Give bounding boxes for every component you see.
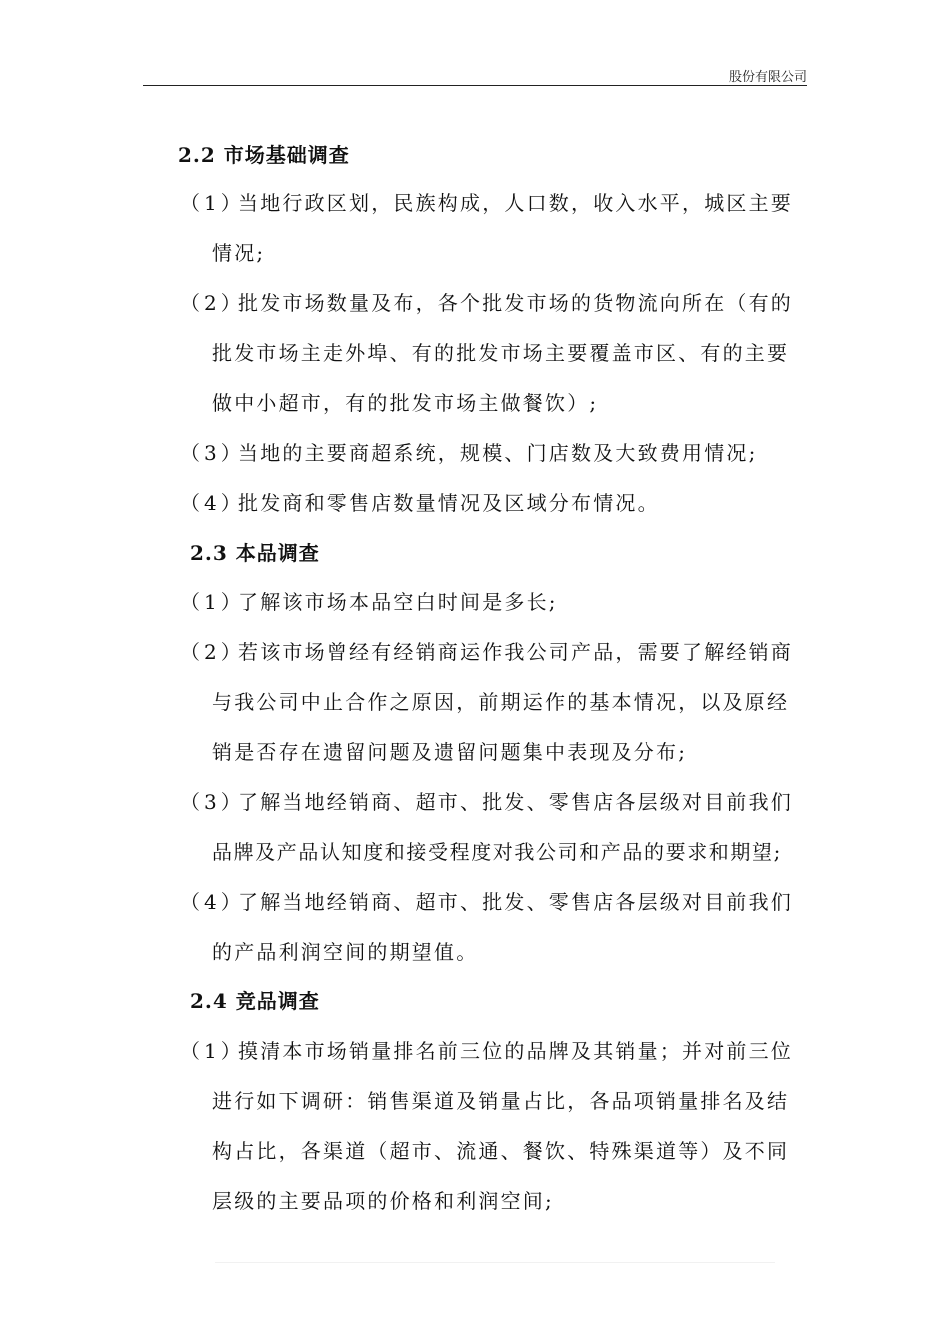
- item-text-continued: 与我公司中止合作之原因，前期运作的基本情况，以及原经: [212, 690, 790, 714]
- list-item: [180, 187, 793, 216]
- list-item: [180, 487, 660, 516]
- item-text-continued: 做中小超市，有的批发市场主做餐饮）;: [212, 391, 599, 415]
- item-text: 了解当地经销商、超市、批发、零售店各层级对目前我们: [238, 890, 793, 914]
- list-item: [180, 586, 558, 615]
- section-heading-2-3: 2.3 本品调查: [190, 541, 320, 565]
- item-text-continued: 层级的主要品项的价格和利润空间;: [212, 1189, 554, 1213]
- list-item: [180, 636, 793, 665]
- item-text: 摸清本市场销量排名前三位的品牌及其销量；并对前三位: [238, 1039, 793, 1063]
- item-number: （3）: [180, 790, 245, 814]
- section-heading-2-2: 2.2 市场基础调查: [178, 143, 350, 167]
- item-text: 当地的主要商超系统，规模、门店数及大致费用情况;: [238, 441, 758, 465]
- item-text-continued: 批发市场主走外埠、有的批发市场主要覆盖市区、有的主要: [212, 341, 790, 365]
- item-number: （3）: [180, 441, 245, 465]
- item-text: 了解该市场本品空白时间是多长;: [238, 590, 558, 614]
- item-text: 了解当地经销商、超市、批发、零售店各层级对目前我们: [238, 790, 793, 814]
- item-number: （2）: [180, 640, 245, 664]
- header-divider: [143, 85, 807, 86]
- item-text: 批发商和零售店数量情况及区域分布情况。: [238, 491, 660, 515]
- list-item: [180, 287, 793, 316]
- section-heading-2-4: 2.4 竞品调查: [190, 989, 320, 1013]
- item-text: 当地行政区划，民族构成，人口数，收入水平，城区主要: [238, 191, 793, 215]
- item-text-continued: 构占比，各渠道（超市、流通、餐饮、特殊渠道等）及不同: [212, 1139, 790, 1163]
- item-number: （1）: [180, 191, 245, 215]
- item-text-continued: 情况;: [212, 241, 266, 265]
- header-company: 股份有限公司: [728, 70, 807, 85]
- item-number: （4）: [180, 491, 245, 515]
- list-item: [180, 886, 793, 915]
- item-text-continued: 进行如下调研：销售渠道及销量占比，各品项销量排名及结: [212, 1089, 790, 1113]
- item-number: （1）: [180, 590, 245, 614]
- item-text: 若该市场曾经有经销商运作我公司产品，需要了解经销商: [238, 640, 793, 664]
- item-number: （4）: [180, 890, 245, 914]
- list-item: [180, 786, 793, 815]
- list-item: [180, 437, 758, 466]
- list-item: [180, 1035, 793, 1064]
- item-number: （1）: [180, 1039, 245, 1063]
- item-text: 批发市场数量及布，各个批发市场的货物流向所在（有的: [238, 291, 793, 315]
- item-number: （2）: [180, 291, 245, 315]
- footer-divider: [215, 1262, 775, 1263]
- item-text-continued: 销是否存在遗留问题及遗留问题集中表现及分布;: [212, 740, 688, 764]
- item-text-continued: 的产品利润空间的期望值。: [212, 940, 479, 964]
- item-text-continued: 品牌及产品认知度和接受程度对我公司和产品的要求和期望;: [212, 840, 782, 864]
